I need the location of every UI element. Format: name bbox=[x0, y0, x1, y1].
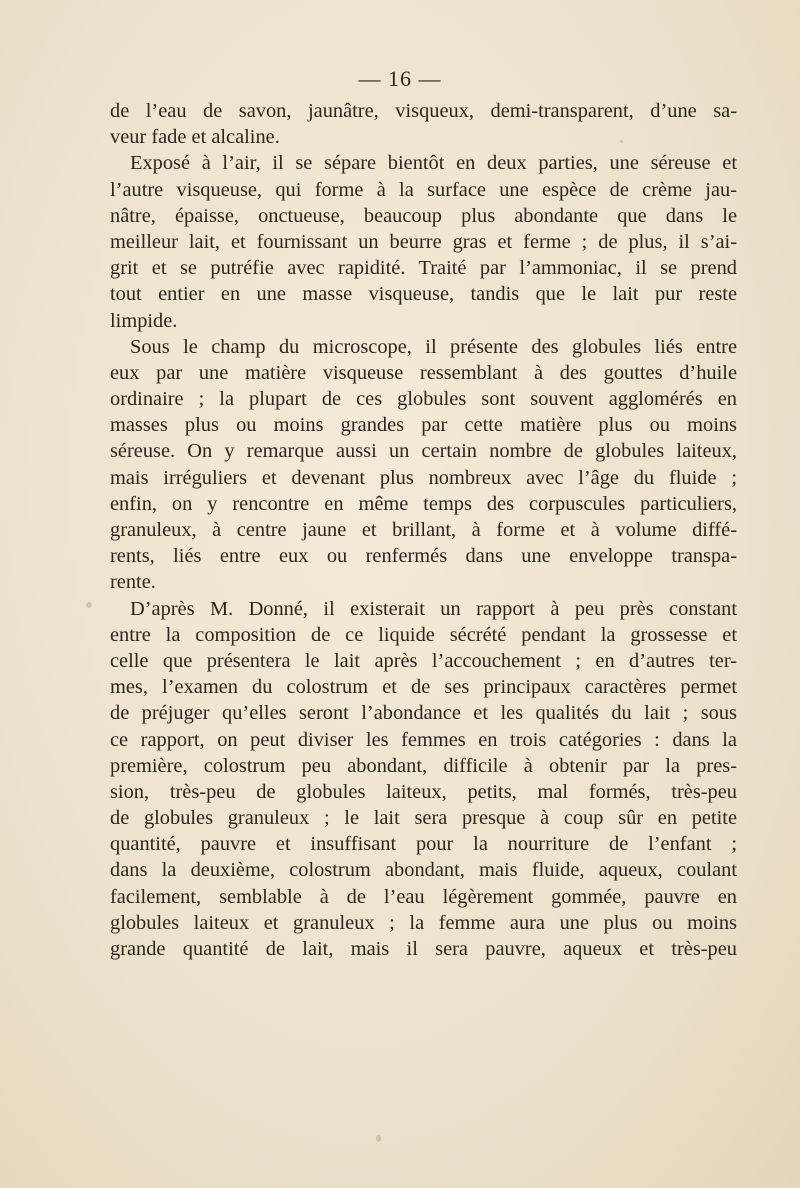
text-line: D’après M. Donné, il existerait un rapport à peu près constant bbox=[130, 597, 737, 620]
text-line: granuleux, à centre jaune et brillant, à forme et à volume diffé- bbox=[110, 519, 737, 541]
paper-spot bbox=[376, 1135, 381, 1142]
text-line: facilement, semblable à de l’eau légèrement gommée, pauvre en bbox=[110, 885, 737, 908]
text-line: enfin, on y rencontre en même temps des corpuscules particuliers, bbox=[110, 492, 737, 515]
paper-spot bbox=[86, 602, 92, 608]
page-number: — 16 — bbox=[358, 66, 442, 91]
text-line: globules laiteux et granuleux ; la femme aura une plus ou moins bbox=[110, 911, 737, 934]
text-line: rents, liés entre eux ou renfermés dans une enveloppe transpa- bbox=[110, 545, 737, 568]
text-line: mais irréguliers et devenant plus nombreux avec l’âge du fluide ; bbox=[110, 466, 737, 489]
text-line: nâtre, épaisse, onctueuse, beaucoup plus abondante que dans le bbox=[110, 204, 737, 227]
text-line: Exposé à l’air, il se sépare bientôt en deux parties, une séreuse et bbox=[130, 152, 737, 175]
text-line: ordinaire ; la plupart de ces globules sont souvent agglomérés en bbox=[110, 388, 737, 411]
text-line: grit et se putréfie avec rapidité. Traité par l’ammoniac, il se prend bbox=[110, 257, 737, 280]
text-line: rente. bbox=[110, 571, 156, 594]
text-line: séreuse. On y remarque aussi un certain nombre de globules laiteux, bbox=[110, 440, 737, 463]
text-line: grande quantité de lait, mais il sera pauvre, aqueux et très-peu bbox=[110, 938, 737, 960]
text-line: eux par une matière visqueuse ressemblant à des gouttes d’huile bbox=[110, 361, 737, 384]
text-line: quantité, pauvre et insuffisant pour la nourriture de l’enfant ; bbox=[110, 833, 737, 856]
text-line: veur fade et alcaline. bbox=[110, 126, 280, 149]
paper-spot bbox=[620, 140, 623, 143]
text-line: l’autre visqueuse, qui forme à la surface une espèce de crème jau- bbox=[110, 178, 737, 201]
text-line: entre la composition de ce liquide sécrété pendant la grossesse et bbox=[110, 623, 737, 646]
text-line: de globules granuleux ; le lait sera presque à coup sûr en petite bbox=[110, 807, 737, 830]
text-line: celle que présentera le lait après l’accouchement ; en d’autres ter- bbox=[110, 649, 737, 672]
body-text bbox=[110, 98, 737, 962]
text-line: dans la deuxième, colostrum abondant, mais fluide, aqueux, coulant bbox=[110, 859, 737, 882]
text-line: limpide. bbox=[110, 309, 178, 332]
text-line: masses plus ou moins grandes par cette matière plus ou moins bbox=[110, 414, 737, 437]
text-line: de préjuger qu’elles seront l’abondance et les qualités du lait ; sous bbox=[110, 702, 737, 725]
text-line: mes, l’examen du colostrum et de ses principaux caractères permet bbox=[110, 676, 737, 699]
text-line: meilleur lait, et fournissant un beurre gras et ferme ; de plus, il s’ai- bbox=[110, 230, 737, 253]
text-line: Sous le champ du microscope, il présente des globules liés entre bbox=[130, 335, 737, 358]
text-line: tout entier en une masse visqueuse, tandis que le lait pur reste bbox=[110, 283, 737, 306]
text-line: de l’eau de savon, jaunâtre, visqueux, demi-transparent, d’une sa- bbox=[110, 100, 737, 122]
text-line: ce rapport, on peut diviser les femmes en trois catégories : dans la bbox=[110, 728, 737, 751]
text-line: sion, très-peu de globules laiteux, petits, mal formés, très-peu bbox=[110, 780, 737, 803]
text-line: première, colostrum peu abondant, difficile à obtenir par la pres- bbox=[110, 754, 737, 777]
